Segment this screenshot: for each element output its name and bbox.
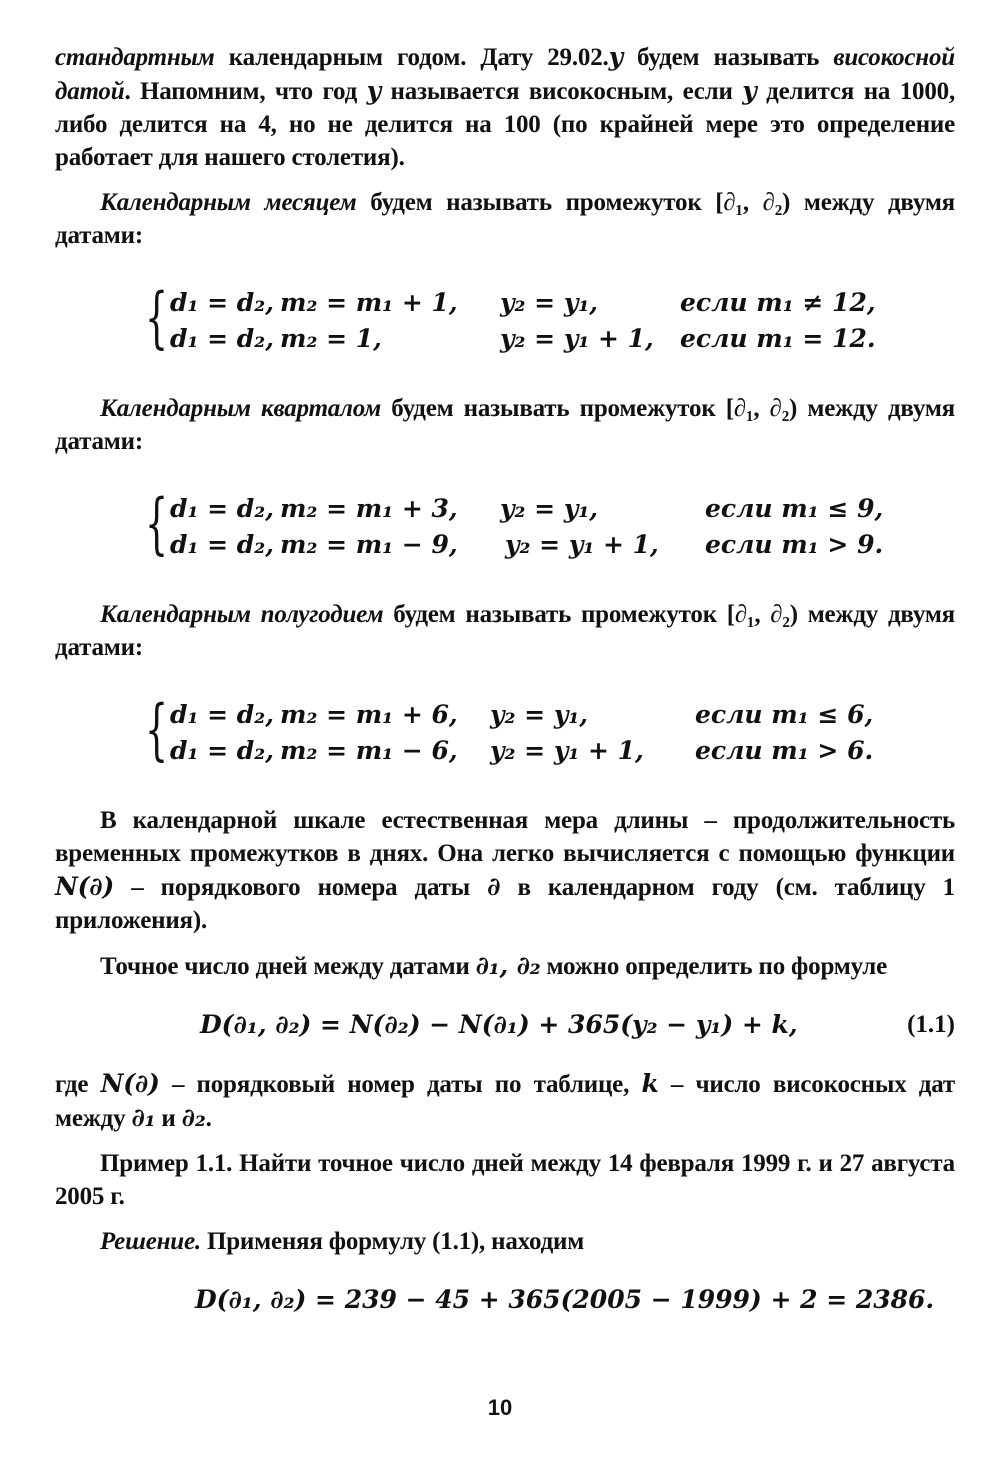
- paragraph-quarter: Календарным кварталом будем называть промежуток [∂₁, ∂₂) между двумя датами:: [55, 395, 955, 455]
- page-content: [55, 40, 955, 1320]
- brace-icon: {: [145, 691, 169, 768]
- brace-icon: {: [145, 279, 169, 356]
- paragraph-where: где N(∂) – порядковый номер даты по таблице, k – число високосных дат между ∂₁ и ∂₂.: [55, 1069, 955, 1132]
- system-quarter: [55, 485, 955, 564]
- system-row: d₁ = d₂, m₂ = 1, y₂ = y₁ + 1, если m₁ = 12.: [170, 324, 876, 353]
- system-month: [55, 279, 955, 358]
- paragraph-solution: Решение. Применяя формулу (1.1), находим: [100, 1228, 585, 1255]
- formula-1-1: D(∂₁, ∂₂) = N(∂₂) − N(∂₁) + 365(y₂ − y₁) + k, (1.1): [55, 1005, 955, 1045]
- term-standard: стандартным: [55, 44, 215, 71]
- system-row: d₁ = d₂, m₂ = m₁ + 1, y₂ = y₁, если m₁ ≠ 12,: [170, 288, 876, 317]
- brace-icon: {: [145, 485, 169, 562]
- paragraph-leap-definition: стандартным календарным годом. Дату 29.02.y будем называть високосной датой. Напомним, что год y называется високосным, если y делится на 1000, либо делится на 4, но не делится на 100 (по крайней мере это определение работает для нашего столетия).: [55, 42, 956, 171]
- term-halfyear: Календарным полугодием: [100, 601, 384, 628]
- paragraph-measure: В календарной шкале естественная мера длины – продолжительность временных промежутков в днях. Она легко вычисляется с помощью функции N(∂) – порядкового номера даты ∂ в календарном году (см. таблицу 1 приложения).: [55, 807, 955, 934]
- page-number: 10: [487, 1395, 513, 1420]
- equation-number: (1.1): [907, 1011, 955, 1038]
- paragraph-month: Календарным месяцем будем называть промежуток [∂₁, ∂₂) между двумя датами:: [55, 189, 955, 249]
- term-leap-date: високосной датой: [55, 44, 955, 105]
- paragraph-exact-days: Точное число дней между датами ∂₁, ∂₂ можно определить по формуле: [100, 951, 887, 980]
- system-row: d₁ = d₂, m₂ = m₁ + 3, y₂ = y₁, если m₁ ≤ 9,: [170, 494, 884, 523]
- system-halfyear: [55, 691, 955, 770]
- example-label: Пример 1.1.: [100, 1150, 233, 1177]
- paragraph-halfyear: Календарным полугодием будем называть промежуток [∂₁, ∂₂) между двумя датами:: [55, 601, 955, 661]
- solution-label: Решение.: [100, 1228, 201, 1255]
- formula-result: D(∂₁, ∂₂) = 239 − 45 + 365(2005 − 1999) + 2 = 2386.: [195, 1285, 935, 1314]
- system-row: d₁ = d₂, m₂ = m₁ + 6, y₂ = y₁, если m₁ ≤ 6,: [170, 700, 874, 729]
- term-month: Календарным месяцем: [100, 189, 357, 216]
- system-row: d₁ = d₂, m₂ = m₁ − 9, y₂ = y₁ + 1, если m₁ > 9.: [170, 530, 884, 559]
- system-row: d₁ = d₂, m₂ = m₁ − 6, y₂ = y₁ + 1, если m₁ > 6.: [170, 736, 874, 765]
- paragraph-example: Пример 1.1. Найти точное число дней между 14 февраля 1999 г. и 27 августа 2005 г.: [55, 1150, 955, 1210]
- term-quarter: Календарным кварталом: [100, 395, 382, 422]
